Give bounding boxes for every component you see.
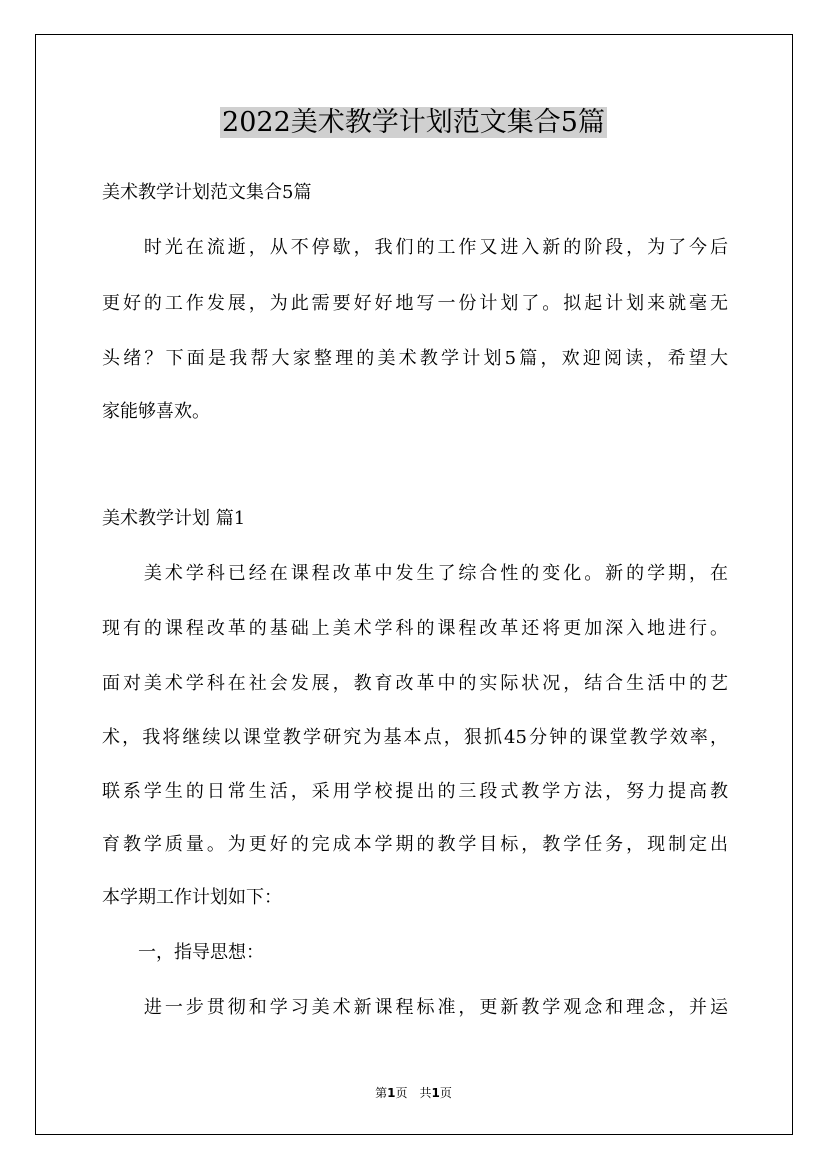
footer-mid: 页 共	[395, 1086, 432, 1100]
section-line: 术，我将继续以课堂教学研究为基本点，狠抓45分钟的课堂教学效率，	[102, 727, 728, 748]
page-footer	[0, 1085, 827, 1101]
footer-suffix: 页	[439, 1086, 452, 1100]
intro-line: 头绪？下面是我帮大家整理的美术教学计划5篇，欢迎阅读，希望大	[102, 348, 728, 369]
footer-prefix: 第	[375, 1086, 388, 1100]
section-line: 本学期工作计划如下：	[102, 887, 282, 908]
section-line: 现有的课程改革的基础上美术学科的课程改革还将更加深入地进行。	[102, 618, 728, 639]
section-line: 美术学科已经在课程改革中发生了综合性的变化。新的学期，在	[102, 563, 728, 584]
section-heading: 美术教学计划 篇1	[102, 508, 246, 529]
section-line: 育教学质量。为更好的完成本学期的教学目标，教学任务，现制定出	[102, 834, 728, 855]
intro-line: 时光在流逝，从不停歇，我们的工作又进入新的阶段，为了今后	[102, 237, 728, 258]
intro-line: 更好的工作发展，为此需要好好地写一份计划了。拟起计划来就毫无	[102, 293, 728, 314]
document-title: 2022美术教学计划范文集合5篇	[222, 107, 605, 138]
point-line: 进一步贯彻和学习美术新课程标准，更新教学观念和理念，并运	[102, 997, 728, 1018]
intro-line: 家能够喜欢。	[102, 401, 210, 422]
footer-page-number: 1	[387, 1086, 396, 1100]
point-heading: 一，指导思想：	[102, 942, 264, 963]
section-line: 联系学生的日常生活，采用学校提出的三段式教学方法，努力提高教	[102, 781, 728, 802]
document-subtitle: 美术教学计划范文集合5篇	[102, 182, 312, 203]
footer-total-pages: 1	[431, 1086, 440, 1100]
section-line: 面对美术学科在社会发展，教育改革中的实际状况，结合生活中的艺	[102, 673, 728, 694]
